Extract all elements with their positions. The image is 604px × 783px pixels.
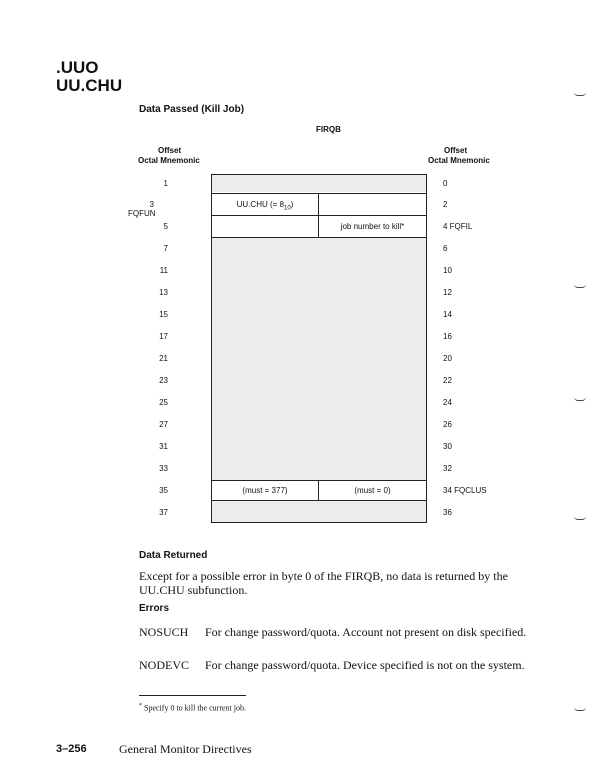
fqfun-value-cell: UU.CHU (= $8_{10}$) — [236, 200, 294, 212]
left-offset-header: Offset — [158, 146, 182, 155]
right-offset-row: 12 — [443, 288, 452, 297]
right-offset-row: 10 — [443, 266, 452, 275]
margin-mark — [574, 516, 586, 520]
data-returned-title: Data Returned — [139, 550, 208, 561]
left-offset-row: 35 — [159, 486, 168, 495]
right-offset-row: 0 — [443, 179, 448, 188]
margin-mark — [574, 397, 586, 401]
left-offset-row: 27 — [159, 420, 168, 429]
page-number: 3–256 — [56, 743, 87, 755]
left-offset-row: 15 — [159, 310, 168, 319]
margin-mark — [574, 284, 586, 288]
must-0-cell: (must = 0) — [354, 486, 391, 495]
left-offset-row: 25 — [159, 398, 168, 407]
errors-title: Errors — [139, 603, 170, 614]
right-mnemonic-header: Octal Mnemonic — [428, 156, 490, 165]
right-offset-row: 34 FQCLUS — [443, 486, 487, 495]
right-offset-row: 2 — [443, 200, 448, 209]
margin-mark — [574, 707, 586, 711]
right-offset-row: 30 — [443, 442, 452, 451]
error-code: NOSUCH — [139, 625, 189, 639]
directive-name: .UUO — [56, 58, 99, 77]
right-offset-row: 22 — [443, 376, 452, 385]
left-offset-row: 3 FQFUN — [128, 200, 156, 218]
right-offset-header: Offset — [444, 146, 468, 155]
job-number-cell: job number to kill* — [340, 222, 405, 231]
left-offset-row: 1 — [163, 179, 168, 188]
footer-title: General Monitor Directives — [119, 742, 252, 756]
left-offset-row: 31 — [159, 442, 168, 451]
data-passed-title: Data Passed (Kill Job) — [139, 104, 245, 115]
right-offset-row: 24 — [443, 398, 452, 407]
right-offset-row: 14 — [443, 310, 452, 319]
error-description: For change password/quota. Device specified is not on the system. — [205, 658, 525, 672]
firqb-label: FIRQB — [316, 125, 341, 134]
left-offset-row: 5 — [163, 222, 168, 231]
right-offset-row: 6 — [443, 244, 448, 253]
footnote-rule — [139, 695, 246, 696]
left-offset-row: 7 — [163, 244, 168, 253]
footnote: * Specify 0 to kill the current job. — [139, 703, 246, 713]
left-offset-row: 21 — [159, 354, 168, 363]
right-offset-row: 20 — [443, 354, 452, 363]
right-offset-row: 32 — [443, 464, 452, 473]
right-offset-row: 36 — [443, 508, 452, 517]
margin-mark — [574, 92, 586, 96]
right-offset-row: 4 FQFIL — [443, 222, 473, 231]
left-offset-row: 33 — [159, 464, 168, 473]
left-offset-row: 23 — [159, 376, 168, 385]
error-description: For change password/quota. Account not present on disk specified. — [205, 625, 527, 639]
error-code: NODEVC — [139, 658, 189, 672]
right-offset-row: 26 — [443, 420, 452, 429]
data-returned-text: Except for a possible error in byte 0 of the FIRQB, no data is returned by the UU.CHU subfunction. — [139, 569, 508, 597]
left-offset-row: 11 — [159, 266, 168, 275]
right-offset-row: 16 — [443, 332, 452, 341]
left-offset-row: 37 — [159, 508, 168, 517]
left-offset-row: 17 — [159, 332, 168, 341]
subfunction-name: UU.CHU — [56, 76, 123, 95]
must-377-cell: (must = 377) — [242, 486, 288, 495]
left-mnemonic-header: Octal Mnemonic — [138, 156, 200, 165]
left-offset-row: 13 — [159, 288, 168, 297]
